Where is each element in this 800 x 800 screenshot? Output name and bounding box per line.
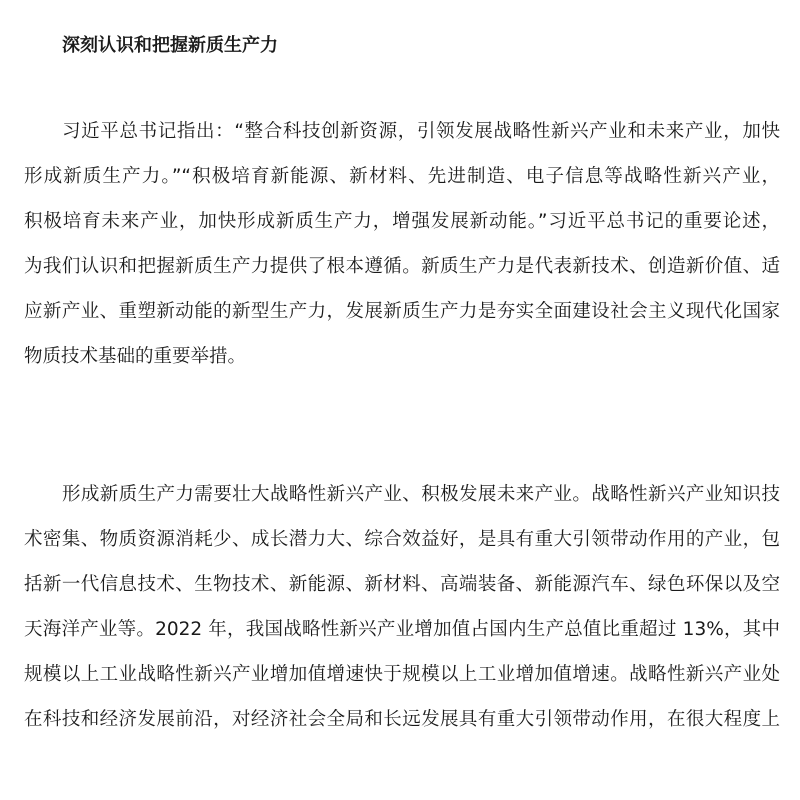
paragraph-line: 术密集、物质资源消耗少、成长潜力大、综合效益好，是具有重大引领带动作用的产业，包 bbox=[24, 529, 780, 550]
paragraph-line: 括新一代信息技术、生物技术、新能源、新材料、高端装备、新能源汽车、绿色环保以及空 bbox=[24, 574, 780, 595]
paragraph-line: 物质技术基础的重要举措。 bbox=[24, 346, 247, 367]
paragraph-2 bbox=[24, 472, 780, 742]
paragraph-1 bbox=[24, 109, 780, 379]
article-title: 深刻认识和把握新质生产力 bbox=[62, 35, 278, 56]
paragraph-line: 积极培育未来产业，加快形成新质生产力，增强发展新动能。”习近平总书记的重要论述， bbox=[24, 211, 780, 232]
paragraph-line: 天海洋产业等。2022 年，我国战略性新兴产业增加值占国内生产总值比重超过 13%，其中 bbox=[24, 619, 780, 640]
paragraph-line: 习近平总书记指出：“整合科技创新资源，引领发展战略性新兴产业和未来产业，加快 bbox=[62, 121, 780, 142]
paragraph-line: 为我们认识和把握新质生产力提供了根本遵循。新质生产力是代表新技术、创造新价值、适 bbox=[24, 256, 780, 277]
paragraph-line: 形成新质生产力需要壮大战略性新兴产业、积极发展未来产业。战略性新兴产业知识技 bbox=[62, 484, 780, 505]
paragraph-line: 形成新质生产力。”“积极培育新能源、新材料、先进制造、电子信息等战略性新兴产业， bbox=[24, 166, 780, 187]
paragraph-line: 规模以上工业战略性新兴产业增加值增速快于规模以上工业增加值增速。战略性新兴产业处 bbox=[24, 664, 780, 685]
paragraph-line: 在科技和经济发展前沿，对经济社会全局和长远发展具有重大引领带动作用，在很大程度上 bbox=[24, 709, 780, 730]
paragraph-line: 应新产业、重塑新动能的新型生产力，发展新质生产力是夯实全面建设社会主义现代化国家 bbox=[24, 301, 780, 322]
